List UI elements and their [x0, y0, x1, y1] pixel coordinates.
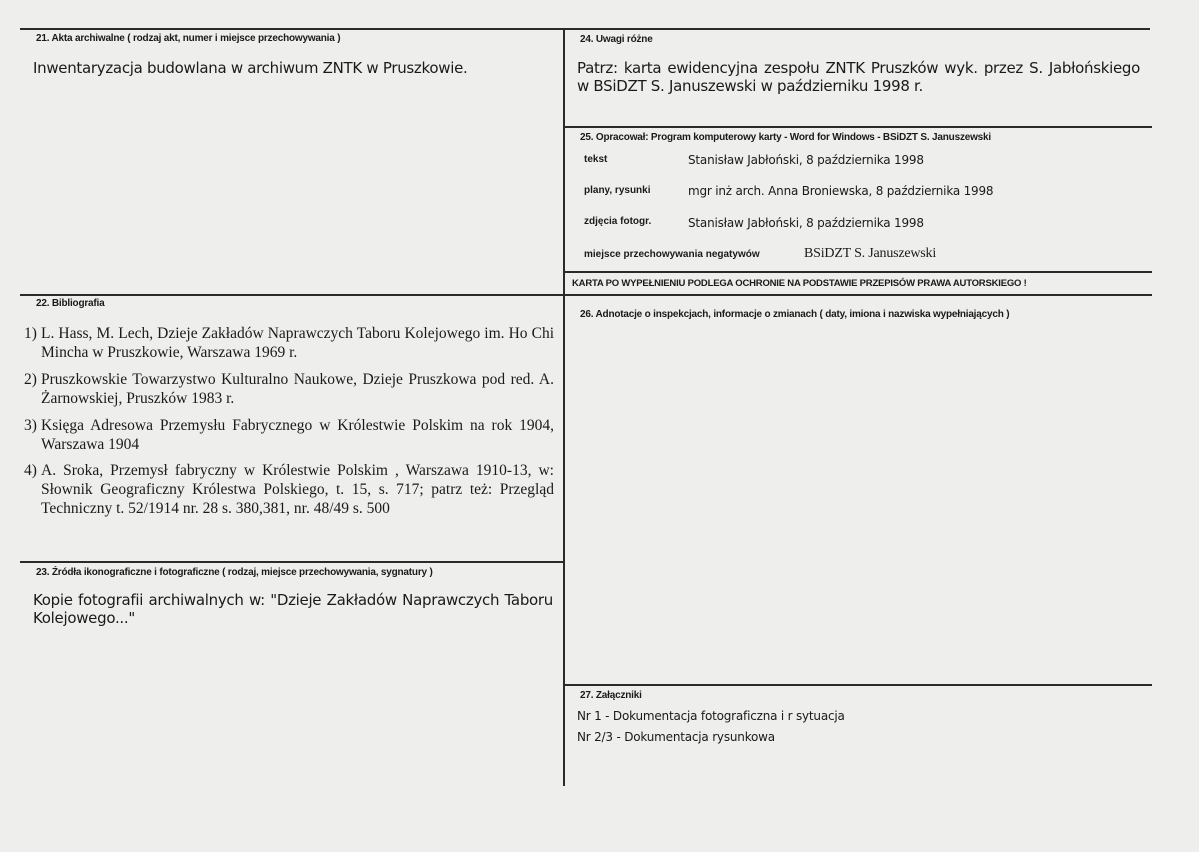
rule-before-22 — [20, 294, 564, 296]
bibliography-text: Pruszkowskie Towarzystwo Kulturalno Naukowe, Dzieje Pruszkowa pod red. A. Żarnowskiej, Pruszków 1983 r. — [41, 371, 554, 407]
negatives-location-value: BSiDZT S. Januszewski — [804, 246, 937, 261]
section-24-text: Patrz: karta ewidencyjna zespołu ZNTK Pruszków wyk. przez S. Jabłońskiego w BSiDZT S. Januszewski w październiku 1998 r. — [577, 59, 1140, 95]
bibliography-number: 4) — [24, 462, 37, 479]
section-21-header: 21. Akta archiwalne ( rodzaj akt, numer i miejsce przechowywania ) — [36, 33, 341, 44]
author-role-value: mgr inż arch. Anna Broniewska, 8 października 1998 — [688, 184, 994, 198]
rule-before-23 — [20, 561, 564, 563]
author-role-label: plany, rysunki — [584, 185, 651, 196]
bibliography-number: 3) — [24, 417, 37, 434]
rule-before-26 — [564, 294, 1152, 296]
section-23-header: 23. Źródła ikonograficzne i fotograficzne ( rodzaj, miejsce przechowywania, sygnatury ) — [36, 567, 433, 578]
bibliography-number: 1) — [24, 325, 37, 342]
author-role-label: zdjęcia fotogr. — [584, 216, 652, 227]
author-role-value: Stanisław Jabłoński, 8 października 1998 — [688, 216, 924, 230]
negatives-location-label: miejsce przechowywania negatywów — [584, 249, 760, 260]
section-24-header: 24. Uwagi różne — [580, 34, 653, 45]
bibliography-item — [24, 416, 554, 454]
rule-before-27 — [564, 684, 1152, 686]
bibliography-item — [24, 324, 554, 362]
rule-before-notice — [564, 271, 1152, 273]
bibliography-text: L. Hass, M. Lech, Dzieje Zakładów Naprawczych Taboru Kolejowego im. Ho Chi Mincha w Pruszkowie, Warszawa 1969 r. — [41, 325, 554, 361]
section-21-text: Inwentaryzacja budowlana w archiwum ZNTK w Pruszkowie. — [33, 59, 468, 77]
center-divider — [563, 28, 565, 786]
copyright-notice: KARTA PO WYPEŁNIENIU PODLEGA OCHRONIE NA PODSTAWIE PRZEPISÓW PRAWA AUTORSKIEGO ! — [572, 278, 1027, 289]
rule-before-25 — [564, 126, 1152, 128]
bibliography-item — [24, 461, 554, 518]
attachment-item: Nr 1 - Dokumentacja fotograficzna i r sytuacja — [577, 709, 845, 723]
section-26-header: 26. Adnotacje o inspekcjach, informacje o zmianach ( daty, imiona i nazwiska wypełniających ) — [580, 309, 1010, 320]
author-role-label: tekst — [584, 154, 608, 165]
bibliography-text: Księga Adresowa Przemysłu Fabrycznego w Królestwie Polskim na rok 1904, Warszawa 1904 — [41, 417, 554, 453]
author-role-value: Stanisław Jabłoński, 8 października 1998 — [688, 153, 924, 167]
section-27-header: 27. Załączniki — [580, 690, 642, 701]
section-25-header: 25. Opracował: Program komputerowy karty - Word for Windows - BSiDZT S. Januszewski — [580, 132, 991, 143]
bibliography-number: 2) — [24, 371, 37, 388]
section-23-text: Kopie fotografii archiwalnych w: "Dzieje Zakładów Naprawczych Taboru Kolejowego..." — [33, 591, 553, 627]
bibliography-text: A. Sroka, Przemysł fabryczny w Królestwie Polskim , Warszawa 1910-13, w: Słownik Geograficzny Królestwa Polskiego, t. 15, s. 717; patrz też: Przegląd Techniczny t. 52/1914 nr. 28 s. 380,381, nr. 48/49 s. 500 — [41, 462, 554, 517]
section-22-header: 22. Bibliografia — [36, 298, 105, 309]
top-rule — [20, 28, 1150, 30]
attachment-item: Nr 2/3 - Dokumentacja rysunkowa — [577, 730, 775, 744]
bibliography-item — [24, 370, 554, 408]
